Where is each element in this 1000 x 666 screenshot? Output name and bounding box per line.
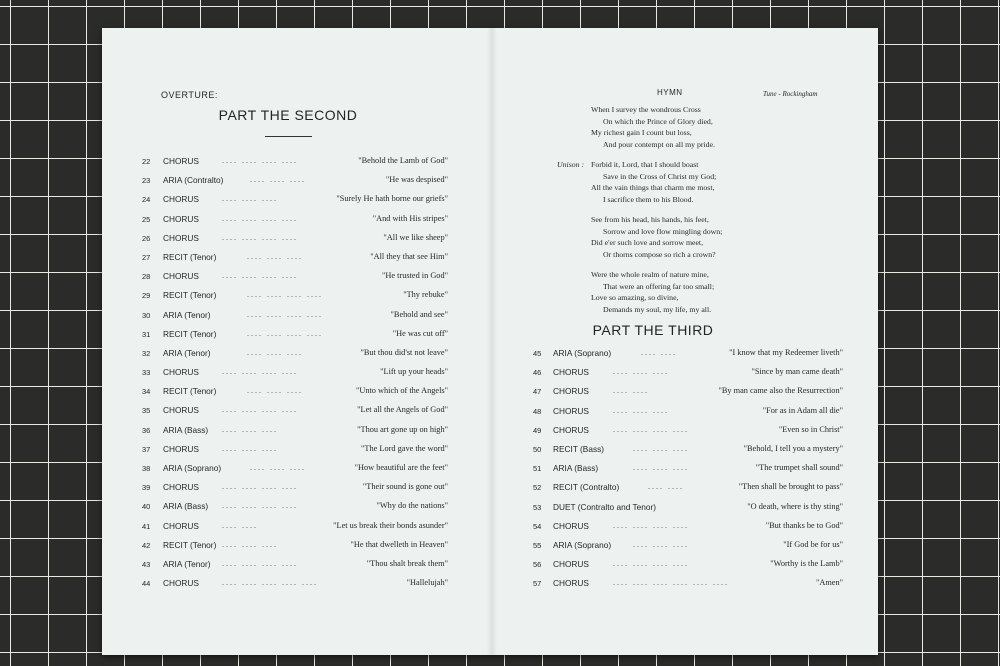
item-number: 22 — [142, 157, 151, 166]
item-number: 44 — [142, 579, 151, 589]
leader-dots: .... .... .... — [633, 443, 689, 453]
hymn-line: See from his head, his hands, his feet, — [591, 215, 709, 224]
item-title: "Then shall be brought to pass" — [738, 482, 843, 492]
part-two-list — [142, 152, 448, 593]
list-item — [533, 344, 843, 363]
item-type: CHORUS — [163, 405, 199, 416]
item-number: 23 — [142, 176, 151, 186]
hymn-text — [557, 104, 851, 324]
item-title: "If God be for us" — [783, 539, 843, 549]
item-title: "Since by man came death" — [751, 367, 843, 377]
list-item — [142, 248, 448, 267]
item-type: CHORUS — [553, 367, 589, 378]
item-type: CHORUS — [553, 559, 589, 570]
center-fold — [487, 28, 497, 655]
item-type: RECIT (Tenor) — [163, 386, 217, 397]
item-type: CHORUS — [163, 271, 199, 282]
item-number: 37 — [142, 444, 151, 454]
item-title: "How beautiful are the feet" — [354, 463, 448, 472]
item-type: CHORUS — [163, 213, 199, 224]
item-title: "Why do the nations" — [376, 501, 448, 511]
item-title: "Let all the Angels of God" — [357, 405, 448, 415]
hymn-line: On which the Prince of Glory died, — [603, 116, 713, 126]
leader-dots: .... .... .... .... — [247, 290, 323, 300]
right-page — [497, 28, 878, 655]
item-type: ARIA (Contralto) — [163, 175, 224, 186]
hymn-line: My richest gain I count but loss, — [591, 128, 692, 137]
item-title: "Surely He hath borne our griefs" — [336, 194, 448, 204]
left-page — [102, 28, 487, 655]
item-number: 40 — [142, 502, 151, 512]
item-title: "Unto which of the Angels" — [355, 386, 448, 396]
hymn-line: Did e'er such love and sorrow meet, — [591, 238, 704, 247]
item-title: "He was despised" — [385, 175, 448, 185]
leader-dots: .... .... .... .... — [222, 405, 298, 415]
leader-dots: .... .... .... .... — [222, 482, 298, 492]
leader-dots: .... .... — [222, 520, 258, 530]
list-item — [142, 497, 448, 516]
item-type: ARIA (Soprano) — [553, 348, 612, 358]
item-number: 50 — [533, 444, 542, 454]
item-type: RECIT (Tenor) — [163, 539, 217, 550]
item-number: 31 — [142, 329, 151, 339]
item-title: "The trumpet shall sound" — [755, 463, 843, 473]
list-item — [533, 459, 843, 478]
item-type: CHORUS — [163, 156, 199, 166]
hymn-line: Demands my soul, my life, my all. — [603, 304, 712, 314]
list-item — [142, 152, 448, 171]
item-type: DUET (Contralto and Tenor) — [553, 501, 656, 512]
item-number: 56 — [533, 560, 542, 570]
leader-dots: .... .... .... — [222, 539, 278, 549]
item-title: "But thanks be to God" — [765, 520, 843, 530]
part-the-third-title: PART THE THIRD — [592, 322, 714, 338]
item-number: 46 — [533, 368, 542, 378]
item-title: "Amen" — [815, 578, 843, 588]
item-title: "But thou did'st not leave" — [360, 347, 448, 357]
hymn-line: Love so amazing, so divine, — [591, 293, 679, 302]
item-title: "He trusted in God" — [382, 271, 448, 281]
item-number: 28 — [142, 272, 151, 282]
list-item — [142, 306, 448, 325]
item-title: "Let us break their bonds asunder" — [333, 520, 448, 530]
item-title: "Thou art gone up on high" — [357, 424, 448, 434]
item-title: "He that dwelleth in Heaven" — [350, 539, 448, 549]
list-item — [142, 421, 448, 440]
item-type: CHORUS — [553, 520, 589, 531]
list-item — [533, 498, 843, 517]
item-number: 29 — [142, 291, 151, 301]
list-item — [142, 363, 448, 382]
list-item — [533, 421, 843, 440]
list-item — [142, 574, 448, 593]
item-number: 57 — [533, 579, 542, 589]
hymn-stanza — [557, 159, 851, 205]
item-title: "Behold the Lamb of God" — [358, 156, 448, 165]
leader-dots: .... .... .... .... — [613, 520, 689, 530]
list-item — [142, 440, 448, 459]
leader-dots: .... .... .... — [613, 405, 669, 415]
item-number: 49 — [533, 425, 542, 435]
list-item — [142, 210, 448, 229]
list-item — [142, 517, 448, 536]
hymn-stanza — [591, 214, 851, 260]
item-type: ARIA (Bass) — [553, 463, 599, 474]
item-number: 51 — [533, 464, 542, 474]
item-title: "Hallelujah" — [406, 578, 448, 588]
list-item — [142, 229, 448, 248]
list-item — [142, 286, 448, 305]
hymn-line: Forbid it, Lord, that I should boast — [591, 160, 699, 169]
item-number: 54 — [533, 521, 542, 531]
list-item — [533, 574, 843, 593]
list-item — [533, 536, 843, 555]
hymn-line: And pour contempt on all my pride. — [603, 139, 715, 149]
item-title: "I know that my Redeemer liveth" — [729, 348, 843, 357]
item-type: ARIA (Bass) — [163, 501, 209, 512]
leader-dots: .... .... — [613, 386, 649, 396]
list-item — [142, 171, 448, 190]
item-title: "For as in Adam all die" — [762, 405, 843, 415]
leader-dots: .... .... .... — [222, 443, 278, 453]
hymn-heading: HYMN — [657, 88, 683, 97]
part-three-list — [533, 344, 843, 593]
hymn-stanza — [591, 269, 851, 315]
hymn-line: Save in the Cross of Christ my God; — [603, 171, 717, 181]
item-type: CHORUS — [553, 578, 589, 589]
item-title: "And with His stripes" — [372, 213, 448, 223]
item-type: CHORUS — [163, 520, 199, 531]
list-item — [533, 382, 843, 401]
item-number: 39 — [142, 483, 151, 493]
item-title: "All they that see Him" — [370, 251, 448, 261]
item-type: RECIT (Tenor) — [163, 328, 217, 339]
leader-dots: .... .... .... — [247, 347, 303, 357]
item-number: 25 — [142, 214, 151, 224]
item-type: ARIA (Tenor) — [163, 558, 211, 569]
item-number: 38 — [142, 464, 151, 473]
item-title: "O death, where is thy sting" — [747, 501, 843, 511]
leader-dots: .... .... .... — [633, 463, 689, 473]
item-title: "Lift up your heads" — [380, 367, 448, 377]
leader-dots: .... .... .... — [247, 386, 303, 396]
item-type: CHORUS — [163, 578, 199, 589]
item-number: 30 — [142, 310, 151, 320]
item-number: 34 — [142, 387, 151, 397]
hymn-line: I sacrifice them to his Blood. — [603, 194, 694, 204]
list-item — [533, 555, 843, 574]
unison-label: Unison : — [557, 160, 585, 169]
title-divider — [265, 136, 312, 137]
item-title: "Thou shalt break them" — [366, 558, 448, 568]
hymn-line: Sorrow and love flow mingling down; — [603, 226, 723, 236]
item-number: 52 — [533, 483, 542, 493]
list-item — [533, 517, 843, 536]
leader-dots: .... .... .... — [247, 251, 303, 261]
hymn-line: Or thorns compose so rich a crown? — [603, 249, 716, 259]
list-item — [533, 402, 843, 421]
leader-dots: .... .... .... — [250, 463, 306, 472]
item-title: "Behold, I tell you a mystery" — [743, 443, 843, 453]
leader-dots: .... .... .... .... — [613, 559, 689, 569]
item-type: ARIA (Bass) — [163, 424, 209, 435]
leader-dots: .... .... .... — [613, 367, 669, 377]
programme-sheet — [102, 28, 878, 655]
part-the-second-title: PART THE SECOND — [218, 107, 358, 123]
item-title: "Their sound is gone out" — [362, 482, 448, 492]
item-type: CHORUS — [163, 367, 199, 378]
item-number: 42 — [142, 540, 151, 550]
item-type: CHORUS — [553, 386, 589, 397]
list-item — [142, 382, 448, 401]
hymn-line: When I survey the wondrous Cross — [591, 105, 701, 114]
item-type: ARIA (Tenor) — [163, 309, 211, 320]
hymn-line: That were an offering far too small; — [603, 281, 715, 291]
hymn-line: Were the whole realm of nature mine, — [591, 270, 709, 279]
leader-dots: .... .... .... .... — [222, 213, 298, 223]
list-item — [142, 459, 448, 478]
item-title: "By man came also the Resurrection" — [718, 386, 843, 396]
item-type: CHORUS — [163, 443, 199, 454]
list-item — [142, 478, 448, 497]
leader-dots: .... .... .... — [222, 194, 278, 204]
item-number: 41 — [142, 521, 151, 531]
item-number: 45 — [533, 349, 542, 358]
leader-dots: .... .... .... — [250, 175, 306, 185]
item-type: RECIT (Tenor) — [163, 290, 217, 301]
item-number: 48 — [533, 406, 542, 416]
list-item — [142, 536, 448, 555]
item-number: 26 — [142, 233, 151, 243]
item-type: CHORUS — [163, 482, 199, 493]
list-item — [533, 478, 843, 497]
item-type: ARIA (Soprano) — [553, 539, 612, 550]
item-number: 24 — [142, 195, 151, 205]
list-item — [142, 344, 448, 363]
item-number: 35 — [142, 406, 151, 416]
list-item — [142, 401, 448, 420]
item-type: CHORUS — [163, 194, 199, 205]
item-number: 55 — [533, 540, 542, 550]
leader-dots: .... .... .... .... — [613, 424, 689, 434]
leader-dots: .... .... .... .... — [222, 501, 298, 511]
item-number: 53 — [533, 502, 542, 512]
item-title: "All we like sheep" — [383, 232, 448, 242]
item-type: CHORUS — [553, 405, 589, 416]
item-type: RECIT (Tenor) — [163, 251, 217, 262]
list-item — [533, 440, 843, 459]
list-item — [142, 190, 448, 209]
item-number: 27 — [142, 252, 151, 262]
list-item — [533, 363, 843, 382]
list-item — [142, 325, 448, 344]
item-type: CHORUS — [163, 232, 199, 243]
hymn-stanza — [591, 104, 851, 150]
leader-dots: .... .... .... .... .... .... — [613, 578, 729, 588]
item-title: "Thy rebuke" — [403, 290, 448, 300]
list-item — [142, 267, 448, 286]
leader-dots: .... .... .... — [633, 539, 689, 549]
item-type: RECIT (Contralto) — [553, 482, 620, 493]
leader-dots: .... .... .... .... — [222, 367, 298, 377]
item-type: ARIA (Tenor) — [163, 347, 211, 358]
item-number: 33 — [142, 368, 151, 378]
item-title: "The Lord gave the word" — [361, 443, 448, 453]
item-number: 32 — [142, 348, 151, 358]
overture-heading: OVERTURE: — [161, 90, 218, 100]
leader-dots: .... .... .... .... — [247, 309, 323, 319]
item-number: 36 — [142, 425, 151, 435]
leader-dots: .... .... .... .... — [222, 271, 298, 281]
tune-label: Tune - Rockingham — [763, 90, 818, 98]
leader-dots: .... .... .... .... — [247, 328, 323, 338]
item-title: "Worthy is the Lamb" — [770, 559, 843, 569]
item-number: 43 — [142, 559, 151, 569]
hymn-line: All the vain things that charm me most, — [591, 183, 715, 192]
leader-dots: .... .... .... .... — [222, 156, 298, 165]
leader-dots: .... .... .... .... .... — [222, 578, 318, 588]
list-item — [142, 555, 448, 574]
leader-dots: .... .... — [641, 348, 677, 357]
leader-dots: .... .... .... .... — [222, 232, 298, 242]
leader-dots: .... .... — [648, 482, 684, 492]
item-type: ARIA (Soprano) — [163, 463, 222, 473]
item-number: 47 — [533, 387, 542, 397]
item-title: "Behold and see" — [390, 309, 448, 319]
leader-dots: .... .... .... .... — [222, 558, 298, 568]
item-type: CHORUS — [553, 424, 589, 435]
leader-dots: .... .... .... — [222, 424, 278, 434]
item-title: "He was cut off" — [392, 328, 448, 338]
item-type: RECIT (Bass) — [553, 443, 605, 454]
item-title: "Even so in Christ" — [778, 424, 843, 434]
